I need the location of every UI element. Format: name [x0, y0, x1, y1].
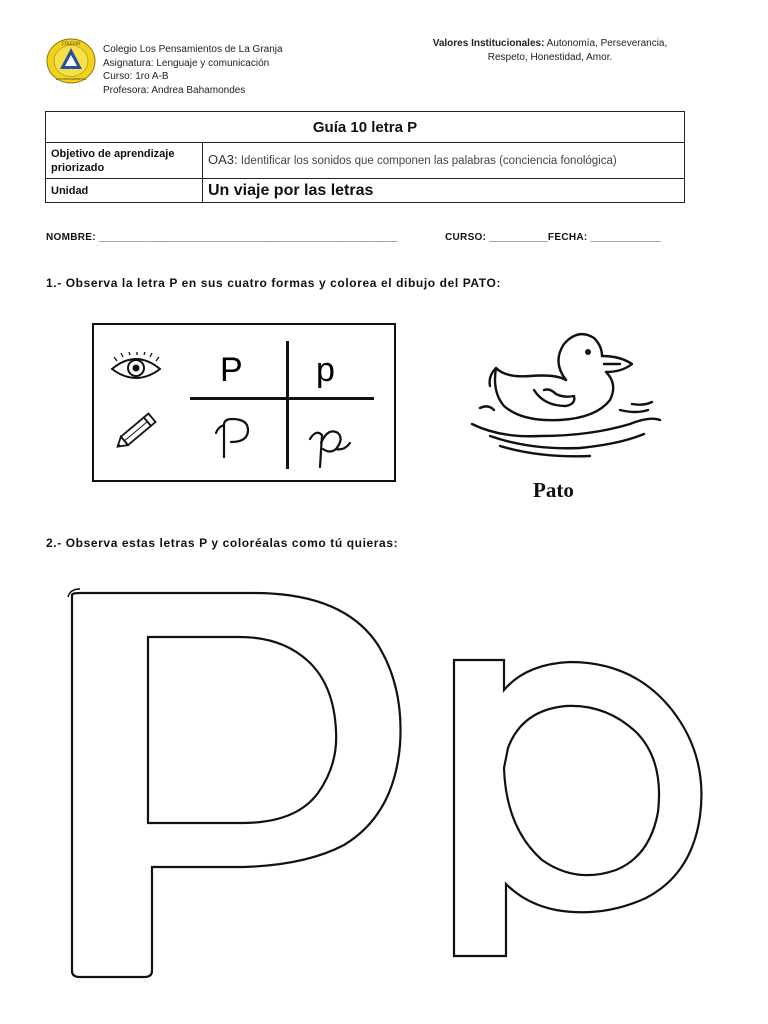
letter-forms-box [92, 323, 396, 482]
subject-line: Asignatura: Lenguaje y comunicación [103, 57, 270, 69]
duck-drawing [460, 324, 678, 470]
script-lowercase-p [306, 421, 366, 471]
grid-horizontal-line [190, 397, 374, 400]
script-uppercase-p [210, 413, 260, 463]
outline-uppercase-p[interactable] [44, 575, 424, 985]
values-label: Valores Institucionales: [432, 38, 545, 49]
duck-label: Pato [533, 478, 574, 502]
unit-value: Un viaje por las letras [203, 179, 685, 203]
outline-lowercase-p[interactable] [446, 652, 716, 964]
objective-text: Identificar los sonidos que componen las palabras (conciencia fonológica) [240, 155, 617, 167]
logo-text-top: COLEGIO [61, 41, 81, 46]
values-text: Autonomía, Perseverancia, Respeto, Honestidad, Amor. [487, 38, 668, 63]
logo-text-bottom: LOS PENSAMIENTOS [55, 77, 87, 81]
exercise1-instruction: 1.- Observa la letra P en sus cuatro formas y colorea el dibujo del PATO: [46, 276, 502, 290]
objective-label: Objetivo de aprendizaje priorizado [46, 143, 203, 179]
exercise2-instruction: 2.- Observa estas letras P y coloréalas como tú quieras: [46, 536, 399, 550]
pencil-icon [111, 407, 163, 455]
name-field[interactable]: NOMBRE: ___________________________________________________ [46, 232, 398, 243]
grid-vertical-line [286, 341, 289, 469]
school-logo [46, 38, 96, 84]
institutional-values [430, 37, 670, 64]
unit-label: Unidad [46, 179, 203, 203]
eye-icon [109, 352, 163, 384]
school-name: Colegio Los Pensamientos de La Granja [103, 44, 283, 55]
guide-info-table [45, 111, 685, 203]
objective-code: OA3: [208, 152, 238, 167]
guide-title: Guía 10 letra P [46, 112, 685, 143]
print-uppercase-p: P [220, 351, 243, 389]
course-line: Curso: 1ro A-B [103, 71, 169, 82]
print-lowercase-p: p [316, 351, 335, 389]
course-date-field[interactable]: CURSO: __________FECHA: ____________ [445, 232, 661, 243]
teacher-line: Profesora: Andrea Bahamondes [103, 84, 246, 96]
school-info [103, 43, 283, 97]
objective-cell [203, 143, 685, 179]
